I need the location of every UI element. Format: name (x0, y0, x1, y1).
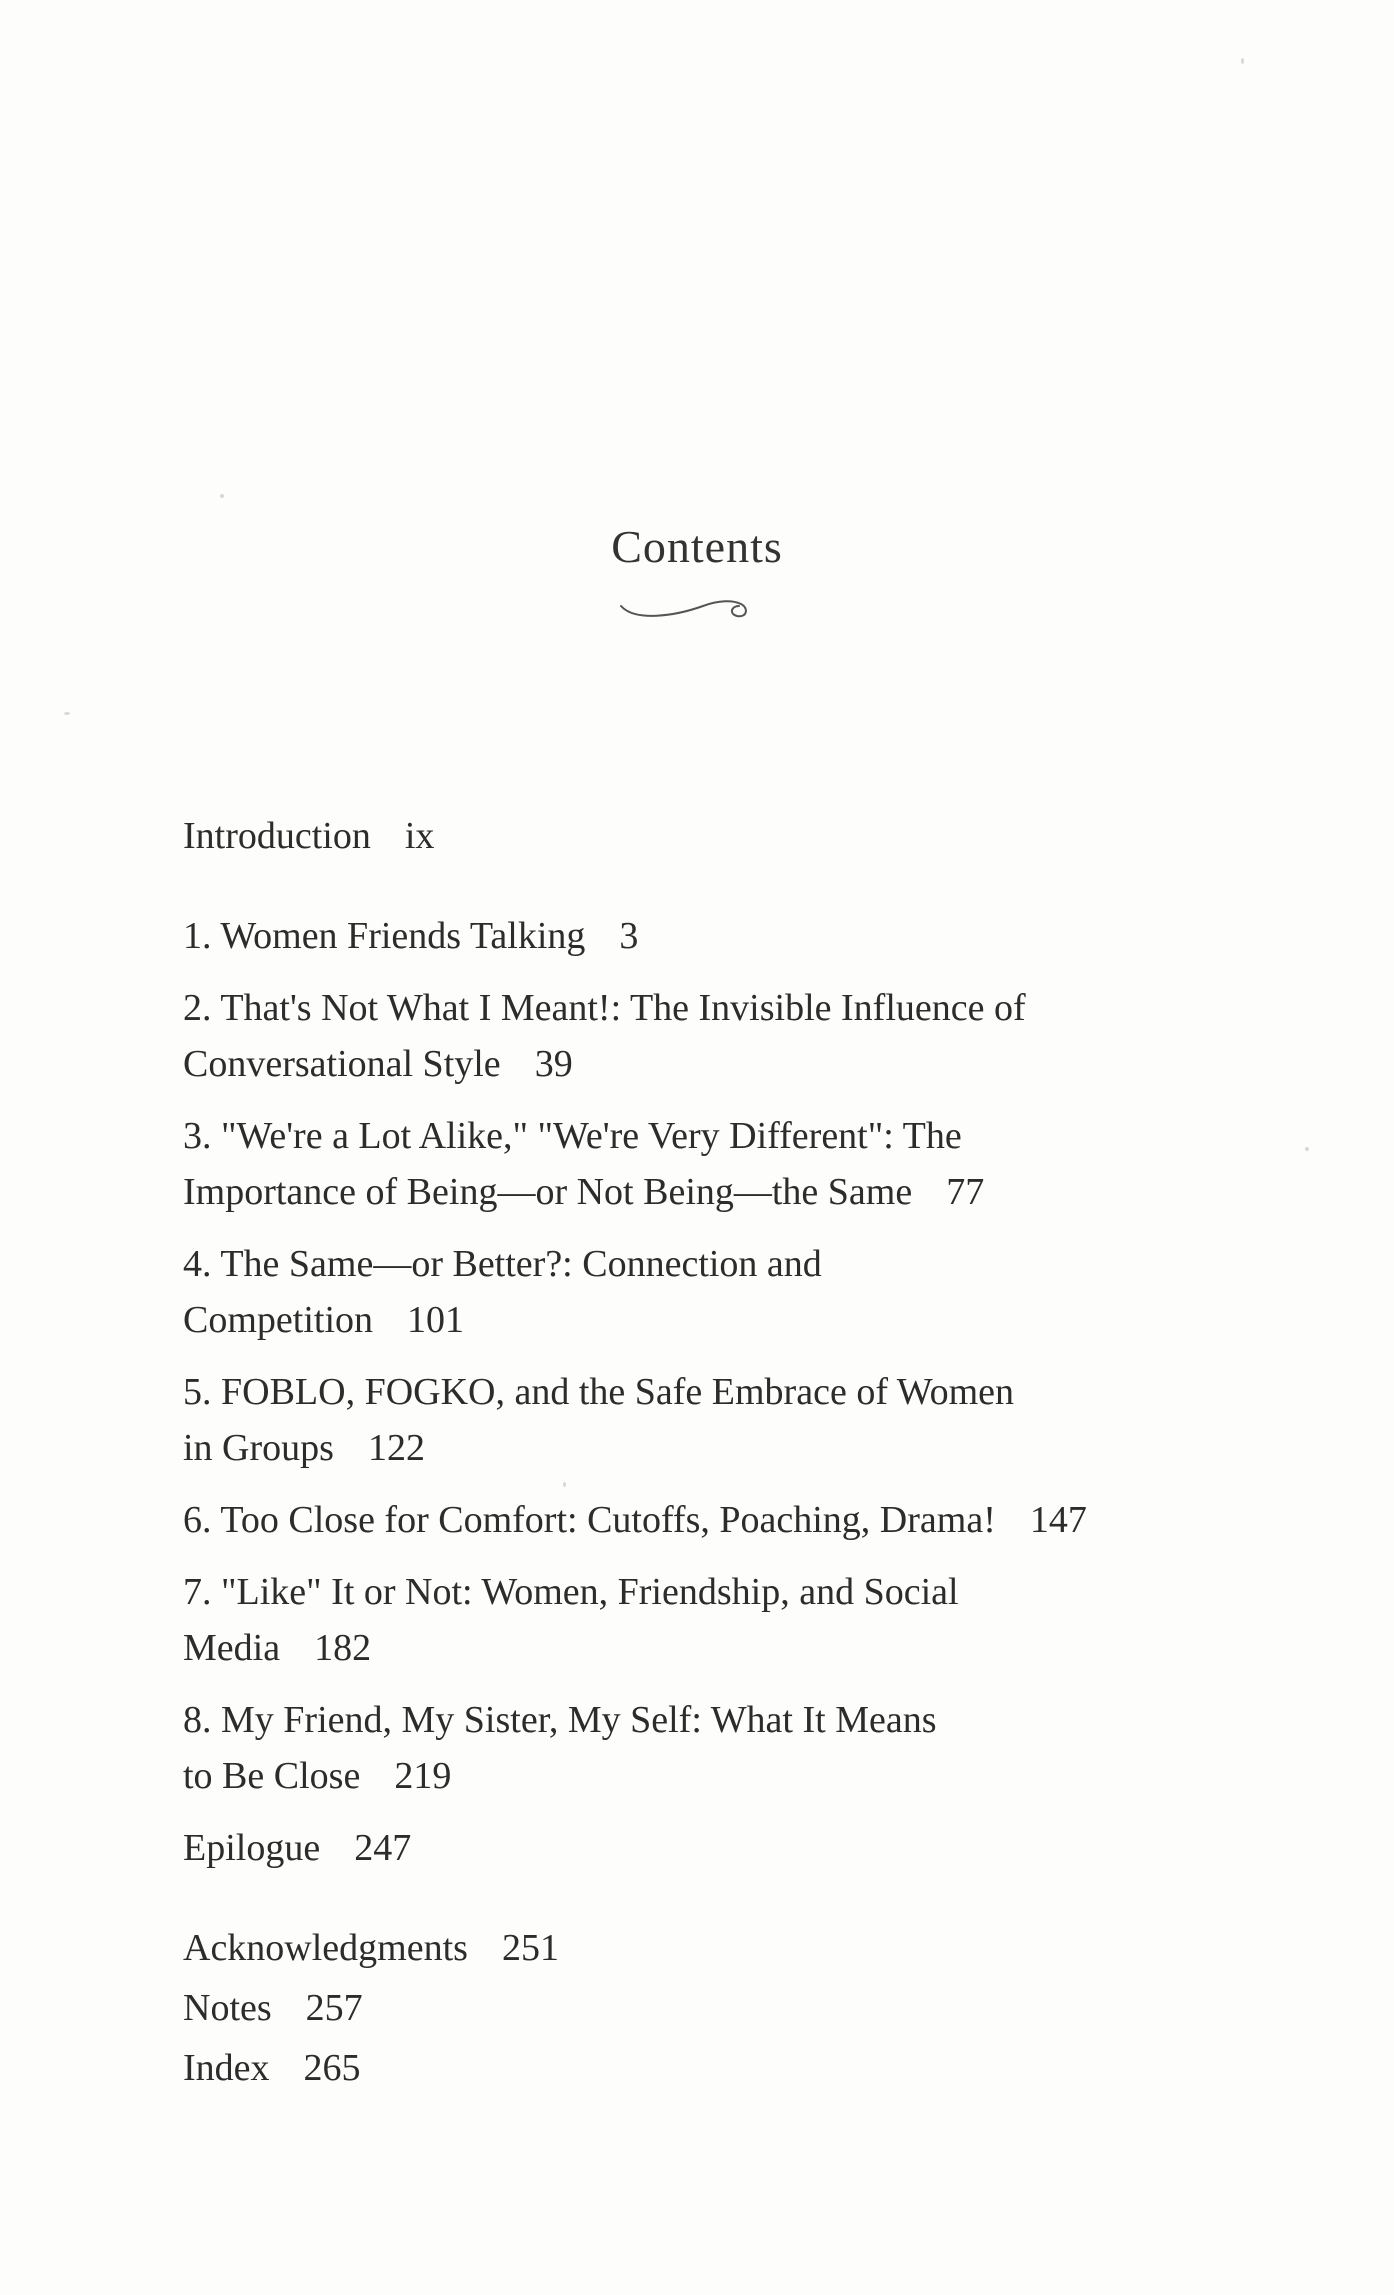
toc-entry-label: 6. Too Close for Comfort: Cutoffs, Poaching, Drama! (183, 1499, 996, 1541)
toc-entry-label-line2: to Be Close (183, 1755, 361, 1797)
toc-entry-page: 147 (1029, 1499, 1087, 1541)
toc-entry-label-line2: Importance of Being—or Not Being—the Same (183, 1171, 913, 1213)
table-of-contents (183, 808, 1223, 2100)
toc-entry-label-line2: Media (183, 1627, 281, 1669)
toc-entry-page: 265 (303, 2047, 361, 2089)
toc-entry-page: 101 (407, 1299, 464, 1341)
toc-entry-label: Introduction (183, 815, 371, 857)
toc-entry-label-line1: 3. "We're a Lot Alike," "We're Very Different": The (183, 1115, 962, 1157)
toc-entry-page: 77 (946, 1171, 985, 1213)
toc-entry-page: 219 (394, 1755, 452, 1797)
toc-entry-chapter-3[interactable] (183, 1108, 1223, 1220)
toc-entry-chapter-5[interactable] (183, 1364, 1223, 1476)
toc-entry-epilogue[interactable] (183, 1820, 1223, 1876)
toc-entry-page: 39 (534, 1043, 573, 1085)
ornament-flourish (615, 592, 755, 628)
toc-entry-label: Epilogue (183, 1827, 321, 1869)
paper-speck (220, 494, 224, 498)
paper-speck (64, 712, 70, 715)
toc-entry-page: 247 (354, 1827, 412, 1869)
paper-speck (1305, 1147, 1309, 1151)
paper-speck (1241, 58, 1244, 64)
paper-speck (563, 1482, 566, 1487)
toc-entry-label-line1: 8. My Friend, My Sister, My Self: What It Means (183, 1699, 937, 1741)
toc-entry-label-line1: 2. That's Not What I Meant!: The Invisible Influence of (183, 987, 1026, 1029)
toc-entry-acknowledgments[interactable] (183, 1920, 1223, 1976)
toc-entry-chapter-2[interactable] (183, 980, 1223, 1092)
toc-entry-page: 3 (619, 915, 639, 957)
toc-entry-label-line2: in Groups (183, 1427, 334, 1469)
toc-entry-label-line1: 7. "Like" It or Not: Women, Friendship, and Social (183, 1571, 959, 1613)
toc-entry-label-line1: 4. The Same—or Better?: Connection and (183, 1243, 822, 1285)
toc-entry-page: 122 (367, 1427, 425, 1469)
toc-entry-chapter-7[interactable] (183, 1564, 1223, 1676)
toc-entry-page: 257 (305, 1987, 363, 2029)
toc-entry-label-line2: Conversational Style (183, 1043, 501, 1085)
toc-entry-label-line2: Competition (183, 1299, 373, 1341)
toc-entry-label: Acknowledgments (183, 1927, 468, 1969)
toc-entry-page: 251 (501, 1927, 559, 1969)
toc-entry-page: 182 (314, 1627, 372, 1669)
toc-entry-label: 1. Women Friends Talking (183, 915, 586, 957)
toc-entry-page: ix (404, 815, 435, 857)
page-title: Contents (611, 521, 783, 572)
toc-entry-chapter-8[interactable] (183, 1692, 1223, 1804)
toc-entry-notes[interactable] (183, 1980, 1223, 2036)
toc-entry-label: Notes (183, 1987, 272, 2029)
toc-entry-chapter-4[interactable] (183, 1236, 1223, 1348)
toc-entry-index[interactable] (183, 2040, 1223, 2096)
toc-entry-chapter-6[interactable] (183, 1492, 1223, 1548)
toc-entry-introduction[interactable] (183, 808, 1223, 864)
toc-entry-label-line1: 5. FOBLO, FOGKO, and the Safe Embrace of Women (183, 1371, 1015, 1413)
toc-entry-chapter-1[interactable] (183, 908, 1223, 964)
toc-entry-label: Index (183, 2047, 270, 2089)
